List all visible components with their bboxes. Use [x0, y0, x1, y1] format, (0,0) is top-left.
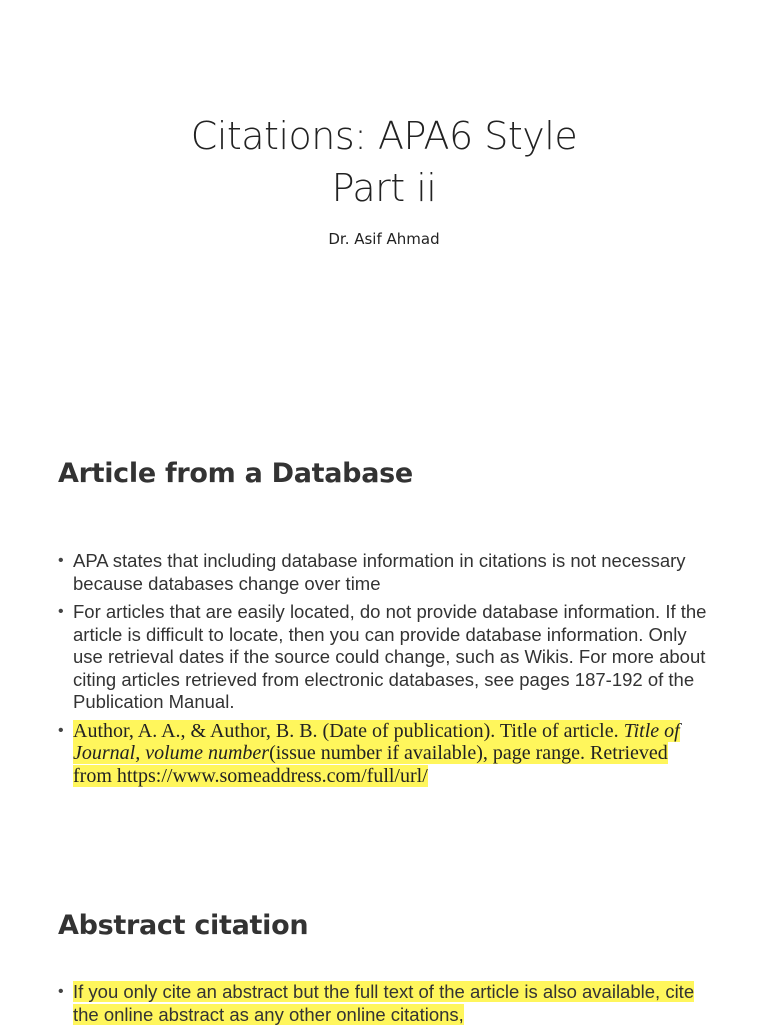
section-heading-abstract-citation: Abstract citation — [58, 910, 309, 941]
citation-format-example — [73, 720, 680, 787]
bullet-dot: • — [58, 983, 64, 1000]
citation-journal-italic: Title of Journal, volume number — [73, 719, 680, 764]
section-heading-article-from-database: Article from a Database — [58, 458, 413, 489]
slide-subtitle-author: Dr. Asif Ahmad — [328, 230, 440, 248]
bullet-text: APA states that including database information in citations is not necessary because databases change over time — [73, 550, 686, 594]
article-database-bullet-list — [58, 550, 708, 793]
list-item — [58, 720, 708, 788]
list-item — [58, 981, 708, 1026]
slide-title-line-2: Part ii — [331, 166, 437, 210]
bullet-dot: • — [58, 552, 64, 569]
bullet-dot: • — [58, 721, 64, 739]
bullet-text: For articles that are easily located, do not provide database information. If the article is difficult to locate, then you can provide database information. Only use retrieval dates if the source could change, such as Wikis. For more about citing articles retrieved from electronic databases, see pages 187-192 of the Publication Manual. — [73, 601, 707, 712]
list-item — [58, 550, 708, 595]
citation-part-2: (issue number if available), page range. Retrieved from https://www.someaddress.com/full/url/ — [73, 742, 668, 787]
slide-title-line-1: Citations: APA6 Style — [190, 114, 578, 158]
title-slide — [0, 0, 768, 400]
abstract-citation-bullet-list — [58, 981, 708, 1032]
citation-part-1: Author, A. A., & Author, B. B. (Date of publication). Title of article. — [73, 719, 624, 742]
list-item — [58, 601, 708, 714]
bullet-dot: • — [58, 603, 64, 620]
bullet-text-highlighted: If you only cite an abstract but the full text of the article is also available, cite the online abstract as any other online citations, — [73, 981, 695, 1025]
